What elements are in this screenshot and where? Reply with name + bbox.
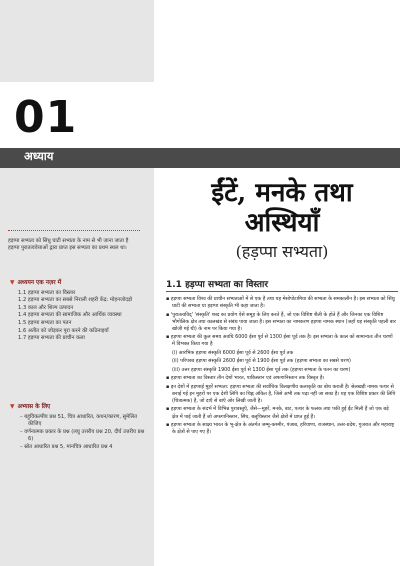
body-text — [166, 296, 396, 438]
chapter-number: 01 — [14, 92, 78, 143]
chapter-label: अध्याय — [24, 149, 54, 163]
chapter-title-line2: अस्थियाँ — [244, 208, 320, 238]
overview-item: 1.3 काल और शिल्प उत्पादन — [18, 304, 74, 311]
overview-item: 1.4 हड़प्पा सभ्यता की सामाजिक और आर्थिक व्यवस्था — [18, 312, 122, 319]
overview-item: 1.6 अतीत को जोड़कर पूरा करने की कठिनाइयाँ — [18, 327, 109, 334]
body-subpoint: (iii) उत्तर हड़प्पा संस्कृति 1900 ईसा पूर्व से 1300 ईसा पूर्व तक (हड़प्पा सभ्यता के पतन का चरण) — [172, 366, 351, 373]
body-paragraph: ▪ 'पुरातत्वविद्' 'संस्कृति' शब्द का प्रयोग ऐसे समूह के लिए करते हैं, जो एक विशिष्ट शैली के होते हैं और जिनका एक विशिष्ट भौगोलिक क्षेत्र तथा कालखंड से संबंध पाया जाता है। इस सभ्यता का नामकरण हड़प्पा नामक स्थान (जहाँ यह संस्कृति पहली बार खोजी गई थी) के नाम पर किया गया है। — [166, 311, 396, 332]
section-divider — [166, 291, 398, 292]
exercise-item: – बहुविकल्पीय प्रश्न 51, चित्र आधारित, कथन/कारण, सुमेलित कीजिए — [20, 413, 138, 428]
triangle-bullet-icon: ▼ — [10, 404, 15, 410]
body-paragraph: ▪ हड़प्पा सभ्यता के संदर्भ में विभिन्न पुरावस्तुएँ, जैसे—मुहरें, मनके, बाट, पत्थर के फलक तथा पकी हुई ईंट मिली हैं जो एक बड़े क्षेत्र में पाई जाती हैं जो अफगानिस्तान, सिंध, बलूचिस्तान जैसे क्षेत्रों में प्राप्त हुई हैं। — [166, 406, 389, 420]
chapter-bar — [0, 148, 400, 168]
overview-heading: ▼ अध्ययन एक नज़र में — [10, 280, 62, 286]
body-paragraph: ▪ इन देशों में हड़प्पाई मुहरें सभ्यता: हड़प्पा सभ्यता की सर्वाधिक विलक्षणीय कलाकृति का बोध कराती है। सेलखड़ी नामक पत्थर से बनाई गई इन मुहरों पर एक देशी लिपि का चिह्न अंकित है, जिसे अभी तक पढ़ा नहीं जा सका है। यह एक विशिष्ट प्रकार की लिपि (चित्रात्मक) है, जो दाएँ से बाएँ ओर लिखी जाती है। — [166, 383, 396, 404]
exercise-heading: ▼ अभ्यास के लिए — [10, 404, 51, 410]
section-heading: 1.1 हड़प्पा सभ्यता का विस्तार — [166, 280, 269, 290]
exercise-item: – स्रोत आधारित प्रश्न 5, मानचित्र आधारित प्रश्न 4 — [20, 443, 113, 450]
body-paragraph: ▪ हड़प्पा सभ्यता की कुल समय अवधि 6000 ईसा पूर्व से 1300 ईसा पूर्व तक है। इस सभ्यता के काल को सामान्यतः तीन चरणों में विभक्त किया गया है — [166, 334, 393, 348]
overview-box — [10, 280, 150, 343]
body-paragraph: ▪ हड़प्पा सभ्यता विश्व की प्राचीन सभ्यताओं में से एक है तथा यह मेसोपोटामिया की सभ्यता के समकालीन है। इस सभ्यता को सिंधु घाटी की सभ्यता या हड़प्पा संस्कृति भी कहा जाता है। — [166, 296, 395, 310]
body-subpoint: (ii) परिपक्व हड़प्पा संस्कृति 2600 ईसा पूर्व से 1900 ईसा पूर्व तक (हड़प्पा सभ्यता का सबसे चरण) — [172, 358, 351, 365]
intro-note: हड़प्पा सभ्यता को सिंधु घाटी सभ्यता के नाम से भी जाना जाता है हड़प्पा पुरातत्ववेत्ताओं द्वारा प्राप्त इस सभ्यता का प्रथम स्थल था। — [8, 230, 140, 252]
overview-item: 1.5 हड़प्पा सभ्यता का पतन — [18, 319, 72, 326]
body-paragraph: ▪ हड़प्पा सभ्यता के साक्ष्य भारत के भू-क्षेत्र के अंतर्गत जम्मू-कश्मीर, पंजाब, हरियाणा, राजस्थान, उत्तर-प्रदेश, गुजरात और महाराष्ट्र के क्षेत्रों से पाए गए हैं। — [166, 422, 395, 436]
chapter-title-line1: ईंटें, मनके तथा — [211, 178, 353, 208]
overview-item: 1.1 हड़प्पा सभ्यता का विस्तार — [18, 289, 76, 296]
chapter-subtitle: (हड़प्पा सभ्यता) — [235, 242, 329, 261]
chapter-title — [164, 178, 400, 238]
body-paragraph: ▪ हड़प्पा सभ्यता का विस्तार तीन देशों भारत, पाकिस्तान एवं अफगानिस्तान तक विस्तृत है। — [166, 375, 325, 382]
triangle-bullet-icon: ▼ — [10, 280, 15, 286]
exercise-item: – वर्णनात्मक प्रकार के प्रश्न (लघु उत्तरीय प्रश्न 20, दीर्घ उत्तरीय प्रश्न 6) — [20, 428, 145, 443]
exercise-box — [10, 404, 150, 452]
overview-item: 1.7 हड़प्पा सभ्यता की प्राचीन कला — [18, 335, 85, 342]
body-subpoint: (i) आरंभिक हड़प्पा संस्कृति 6000 ईसा पूर्व से 2600 ईसा पूर्व तक — [172, 349, 294, 356]
overview-item: 1.2 हड़प्पा सभ्यता का सबसे निराली शहरी केंद्र: मोहनजोदड़ो — [18, 297, 133, 304]
